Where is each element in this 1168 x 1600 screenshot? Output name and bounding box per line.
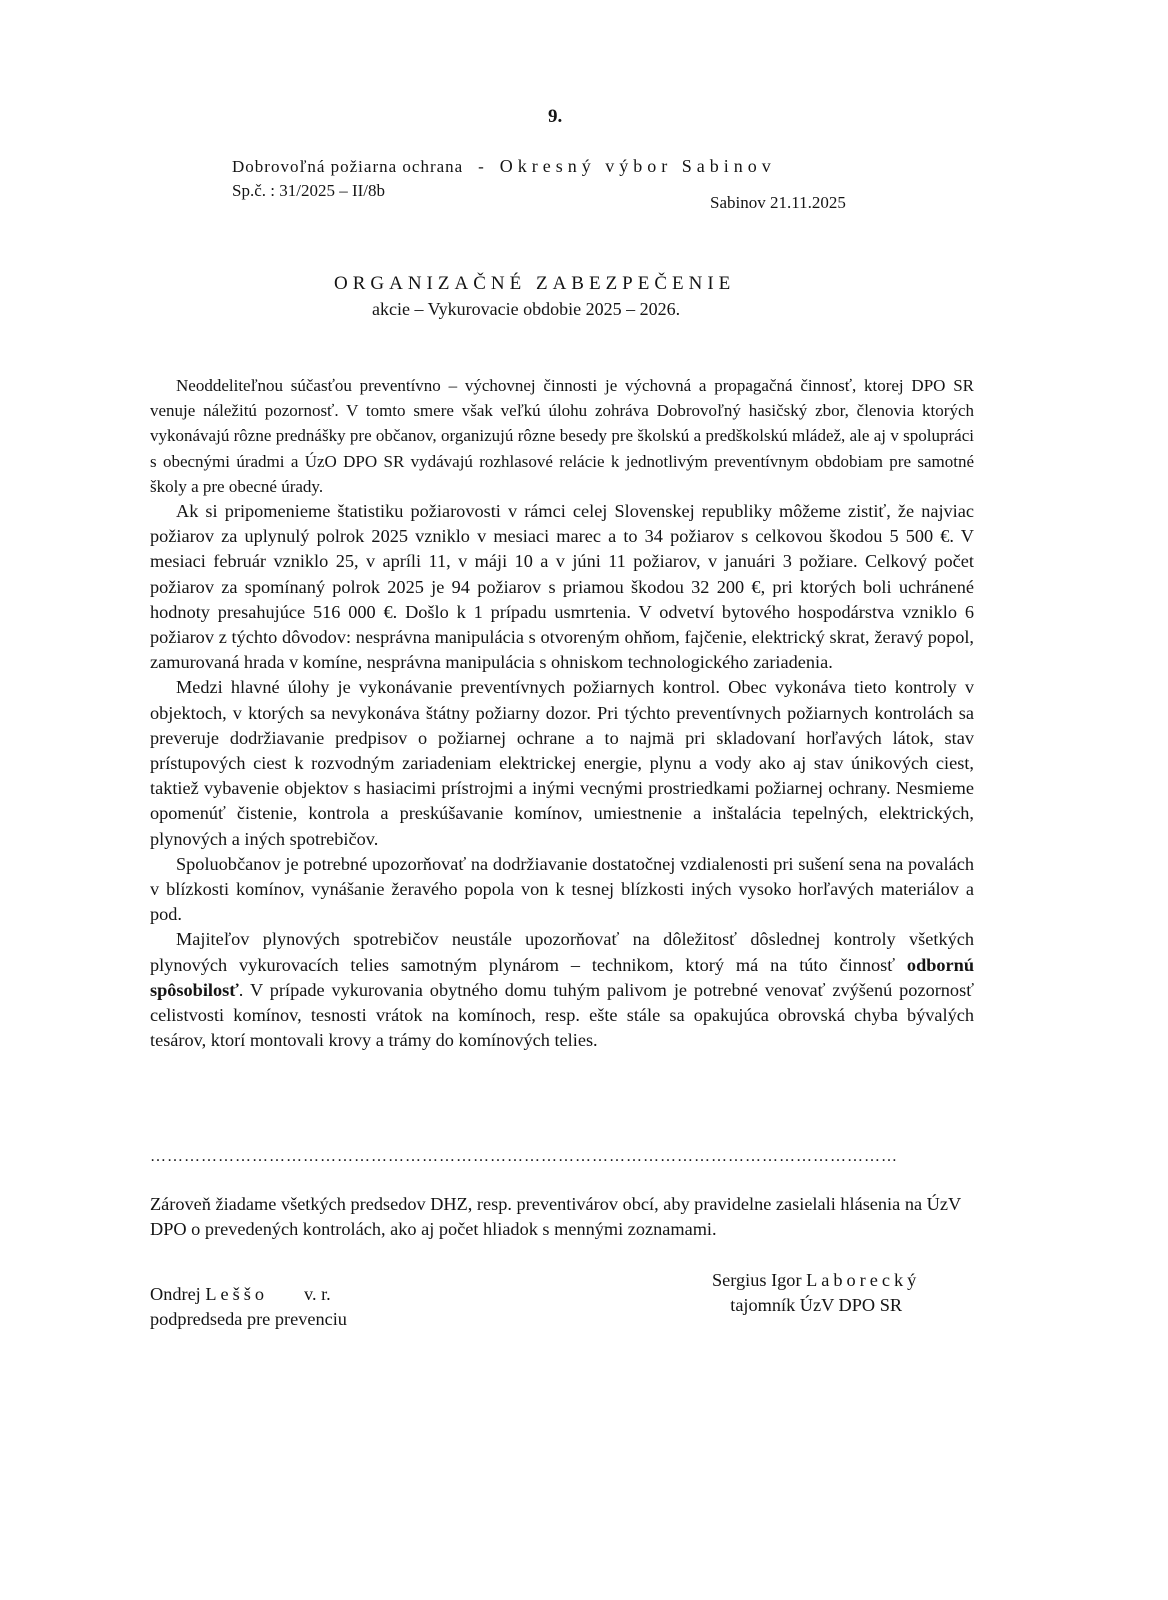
document-subtitle: akcie – Vykurovacie obdobie 2025 – 2026.	[372, 299, 681, 319]
reference-number: Sp.č. : 31/2025 – II/8b	[232, 181, 385, 200]
paragraph-gas-text-2: . V prípade vykurovania obytného domu tuhým palivom je potrebné venovať zvýšenú pozornosť celistvosti komínov, tesnosti vrátok na komínoch, resp. ešte stále sa opakujúca obrovská chyba bývalých tesárov, ktorí montovali krovy a trámy do komínových telies.	[150, 979, 974, 1051]
footer-text: Zároveň žiadame všetkých predsedov DHZ, resp. preventivárov obcí, aby pravidelne zasielali hlásenia na ÚzV DPO o prevedených kontrolách, ako aj počet hliadok s mennými zoznamami.	[150, 1194, 961, 1239]
signature-left-first-name: Ondrej	[150, 1284, 201, 1304]
dotted-divider: ……………………………………………………………………………………………………………………	[150, 1148, 898, 1165]
signature-left-name-line	[150, 1282, 347, 1307]
signature-left-role: podpredseda pre prevenciu	[150, 1309, 347, 1329]
document-body	[150, 373, 974, 1053]
paragraph-gas-appliances	[150, 927, 974, 1053]
paragraph-gas-bold: odbornú spôsobilosť	[150, 954, 974, 1000]
paragraph-citizens: Spoluobčanov je potrebné upozorňovať na dodržiavanie dostatočnej vzdialenosti pri sušení sena na povalách v blízkosti komínov, vynášanie žeravého popola von k tesnej blízkosti iných vysoko horľavých materiálov a pod.	[150, 853, 974, 925]
signature-right-name-line	[712, 1268, 920, 1293]
header-line	[232, 156, 776, 177]
paragraph-inspections: Medzi hlavné úlohy je vykonávanie preventívnych požiarnych kontrol. Obec vykonáva tieto kontroly v objektoch, v ktorých sa nevykonáva štátny požiarny dozor. Pri týchto preventívnych požiarnych kontrolách sa preveruje dodržiavanie predpisov o požiarnej ochrane a to najmä pri skladovaní horľavých látok, stav prístupových ciest k rozvodným zariadeniam elektrickej energie, plynu a vody ako aj stav únikových ciest, taktiež vybavenie objektov s hasiacimi prístrojmi a inými vecnými prostriedkami požiarnej ochrany. Nesmieme opomenúť čistenie, kontrola a preskúšavanie komínov, umiestnenie a inštalácia tepelných, elektrických, plynových a iných spotrebičov.	[150, 677, 974, 849]
paragraph-statistics: Ak si pripomenieme štatistiku požiarovosti v rámci celej Slovenskej republiky môžeme zistiť, že najviac požiarov za uplynulý polrok 2025 vzniklo v mesiaci marec a to 34 požiarov s celkovou škodou 5 500 €. V mesiaci február vzniklo 25, v apríli 11, v máji 10 a v júni 11 požiarov, v januári 3 požiare. Celkový počet požiarov za spomínaný polrok 2025 je 94 požiarov s priamou škodou 32 200 €, pri ktorých boli uchránené hodnoty presahujúce 516 000 €. Došlo k 1 prípadu usmrtenia. V odvetví bytového hospodárstva vzniklo 6 požiarov z týchto dôvodov: nesprávna manipulácia s otvoreným ohňom, fajčenie, elektrický skrat, žeravý popol, zamurovaná hrada v komíne, nesprávna manipulácia s ohniskom technologického zariadenia.	[150, 501, 974, 673]
page-number: 9.	[548, 106, 563, 127]
footer-request	[150, 1192, 972, 1242]
place-date: Sabinov 21.11.2025	[710, 193, 846, 212]
paragraph-intro: Neoddeliteľnou súčasťou preventívno – výchovnej činnosti je výchovná a propagačná činnosť, ktorej DPO SR venuje náležitú pozornosť. V tomto smere však veľkú úlohu zohráva Dobrovoľný hasičský zbor, členovia ktorých vykonávajú rôzne prednášky pre občanov, organizujú rôzne besedy pre školskú a predškolskú mládež, ale aj v spolupráci s obecnými úradmi a ÚzO DPO SR vydávajú rozhlasové relácie k jednotlivým preventívnym obdobiam pre samotné školy a pre obecné úrady.	[150, 376, 974, 496]
paragraph-gas-text-1: Majiteľov plynových spotrebičov neustále upozorňovať na dôležitosť dôslednej kontroly všetkých plynových vykurovacích telies samotným plynárom – technikom, ktorý má na túto činnosť	[150, 929, 974, 975]
signature-right-role: tajomník ÚzV DPO SR	[730, 1295, 903, 1315]
organization-name: Dobrovoľná požiarna ochrana	[232, 157, 464, 176]
header-separator: -	[478, 157, 485, 176]
document-title: ORGANIZAČNÉ ZABEZPEČENIE	[334, 273, 736, 294]
signature-right-surname: Laborecký	[806, 1270, 921, 1290]
signature-left-surname: Leššo	[205, 1284, 268, 1304]
signature-left	[150, 1282, 347, 1332]
signature-left-vr: v. r.	[304, 1284, 331, 1304]
committee-name: Okresný výbor Sabinov	[499, 156, 776, 176]
signature-right	[712, 1268, 920, 1318]
signature-right-first-names: Sergius Igor	[712, 1270, 802, 1290]
